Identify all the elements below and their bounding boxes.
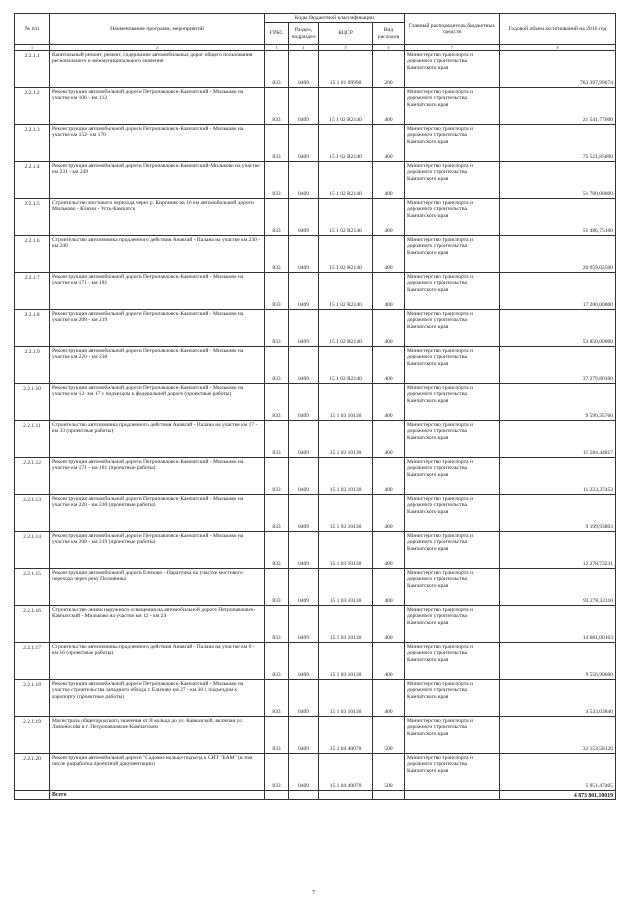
row-grbs: 833 bbox=[265, 125, 289, 162]
row-vid: 400 bbox=[373, 495, 405, 532]
table-row bbox=[15, 754, 616, 791]
row-name: Реконструкция автомобильной дороги Петропавловск-Камчатский - Мильково на участке км 220 - км 230 (проектные работы) bbox=[50, 495, 265, 532]
row-ksr: 15 1 03 10130 bbox=[319, 458, 373, 495]
row-amount: 17 200,00000 bbox=[500, 273, 616, 310]
row-amount: 9 199,93803 bbox=[500, 495, 616, 532]
row-razdel: 0409 bbox=[289, 384, 319, 421]
table-row bbox=[15, 88, 616, 125]
row-number: 2.2.1.17 bbox=[15, 643, 50, 680]
row-razdel: 0409 bbox=[289, 643, 319, 680]
row-distributor: Министерство транспорта и дорожного строительства Камчатского края bbox=[405, 532, 500, 569]
row-name: Строительство автозимника продленного действия Анавгай - Палана на участке км 17 - км 33 (проектные работы) bbox=[50, 421, 265, 458]
row-amount: 51 486,75100 bbox=[500, 199, 616, 236]
row-ksr: 15 1 03 10130 bbox=[319, 606, 373, 643]
row-amount: 763 397,99674 bbox=[500, 51, 616, 88]
row-number: 2.2.1.6 bbox=[15, 236, 50, 273]
row-distributor: Министерство транспорта и дорожного строительства Камчатского края bbox=[405, 51, 500, 88]
row-number: 2.2.1.4 bbox=[15, 162, 50, 199]
table-row bbox=[15, 310, 616, 347]
row-razdel: 0409 bbox=[289, 51, 319, 88]
row-distributor: Министерство транспорта и дорожного строительства Камчатского края bbox=[405, 754, 500, 791]
row-razdel: 0409 bbox=[289, 532, 319, 569]
row-amount: 20 059,02500 bbox=[500, 236, 616, 273]
row-grbs: 833 bbox=[265, 754, 289, 791]
total-label: Всего bbox=[50, 791, 265, 800]
row-amount: 93 278,32110 bbox=[500, 569, 616, 606]
row-amount: 9 596,35760 bbox=[500, 384, 616, 421]
table-row bbox=[15, 606, 616, 643]
row-grbs: 833 bbox=[265, 51, 289, 88]
row-grbs: 833 bbox=[265, 88, 289, 125]
row-name: Реконструкция автомобильной дороги Петропавловск-Камчатский - Мильково на участке км 171 - км 181 bbox=[50, 273, 265, 310]
row-number: 2.2.1.14 bbox=[15, 532, 50, 569]
row-grbs: 833 bbox=[265, 162, 289, 199]
row-grbs: 833 bbox=[265, 384, 289, 421]
header-grbs: ГРБС bbox=[265, 23, 289, 45]
column-index: 6 bbox=[373, 45, 405, 51]
row-distributor: Министерство транспорта и дорожного строительства Камчатского края bbox=[405, 495, 500, 532]
table-body bbox=[15, 51, 616, 791]
row-number: 2.2.1.5 bbox=[15, 199, 50, 236]
row-razdel: 0409 bbox=[289, 421, 319, 458]
row-ksr: 15 1 02 R2140 bbox=[319, 236, 373, 273]
total-amount: 4 873 801,10019 bbox=[500, 791, 616, 800]
row-ksr: 15 1 02 R2140 bbox=[319, 88, 373, 125]
row-distributor: Министерство транспорта и дорожного строительства Камчатского края bbox=[405, 273, 500, 310]
column-index: 5 bbox=[319, 45, 373, 51]
table-row bbox=[15, 569, 616, 606]
header-razdel: Раздел, подраздел bbox=[289, 23, 319, 45]
total-empty-cell bbox=[289, 791, 319, 800]
row-number: 2.2.1.15 bbox=[15, 569, 50, 606]
row-grbs: 833 bbox=[265, 495, 289, 532]
row-name: Реконструкция автомобильной дороги Петропавловск-Камчатский - Мильково на участке км 171 - км 181 (проектные работы) bbox=[50, 458, 265, 495]
row-amount: 75 521,85800 bbox=[500, 125, 616, 162]
row-vid: 400 bbox=[373, 643, 405, 680]
row-vid: 400 bbox=[373, 88, 405, 125]
row-number: 2.2.1.7 bbox=[15, 273, 50, 310]
row-ksr: 15 1 03 10130 bbox=[319, 532, 373, 569]
column-index: 2 bbox=[50, 45, 265, 51]
row-vid: 500 bbox=[373, 717, 405, 754]
header-amount: Годовой объем ассигнований на 2016 год bbox=[500, 14, 616, 45]
row-ksr: 15 1 02 R2140 bbox=[319, 310, 373, 347]
row-distributor: Министерство транспорта и дорожного строительства Камчатского края bbox=[405, 236, 500, 273]
row-amount: 51 700,00000 bbox=[500, 162, 616, 199]
row-amount: 12 378,73231 bbox=[500, 532, 616, 569]
column-index: 3 bbox=[265, 45, 289, 51]
table-header bbox=[15, 14, 616, 51]
row-number: 2.2.1.9 bbox=[15, 347, 50, 384]
row-distributor: Министерство транспорта и дорожного строительства Камчатского края bbox=[405, 310, 500, 347]
row-distributor: Министерство транспорта и дорожного строительства Камчатского края bbox=[405, 125, 500, 162]
row-vid: 400 bbox=[373, 680, 405, 717]
row-ksr: 15 1 03 10130 bbox=[319, 569, 373, 606]
row-vid: 400 bbox=[373, 606, 405, 643]
row-name: Реконструкция автомобильной дороги "Садовое кольцо-подъезд к СНТ "БАМ" (в том числе разработка проектной документации) bbox=[50, 754, 265, 791]
row-amount: 11 223,37453 bbox=[500, 458, 616, 495]
table-row bbox=[15, 458, 616, 495]
row-grbs: 833 bbox=[265, 717, 289, 754]
row-razdel: 0409 bbox=[289, 680, 319, 717]
row-distributor: Министерство транспорта и дорожного строительства Камчатского края bbox=[405, 569, 500, 606]
row-ksr: 15 1 02 R2140 bbox=[319, 125, 373, 162]
row-razdel: 0409 bbox=[289, 162, 319, 199]
row-number: 2.2.1.2 bbox=[15, 88, 50, 125]
row-vid: 400 bbox=[373, 199, 405, 236]
row-ksr: 15 1 02 R2140 bbox=[319, 273, 373, 310]
row-ksr: 15 1 04 40070 bbox=[319, 754, 373, 791]
row-name: Реконструкция автомобильной дороги Петропавловск-Камчатский - Мильково на участке км 106 - км 112 bbox=[50, 88, 265, 125]
column-index: 4 bbox=[289, 45, 319, 51]
budget-allocation-table bbox=[14, 13, 616, 800]
row-vid: 400 bbox=[373, 162, 405, 199]
row-vid: 400 bbox=[373, 310, 405, 347]
row-distributor: Министерство транспорта и дорожного строительства Камчатского края bbox=[405, 347, 500, 384]
column-index: 1 bbox=[15, 45, 50, 51]
row-distributor: Министерство транспорта и дорожного строительства Камчатского края bbox=[405, 88, 500, 125]
row-name: Строительство линии наружного освещения на автомобильной дороге Петропавловск-Камчатский - Мильково на участке км 12 - км 24 bbox=[50, 606, 265, 643]
row-name: Реконструкция автомобильной дороги Петропавловск-Камчатский - Мильково на участке км 208 - км 219 (проектные работы) bbox=[50, 532, 265, 569]
row-grbs: 833 bbox=[265, 680, 289, 717]
row-number: 2.2.1.11 bbox=[15, 421, 50, 458]
row-amount: 4 533,03840 bbox=[500, 680, 616, 717]
table-row bbox=[15, 717, 616, 754]
row-grbs: 833 bbox=[265, 236, 289, 273]
header-num: № п/п bbox=[15, 14, 50, 45]
row-name: Реконструкция автомобильной дороги Елизово - Паратунка на участке мостового перехода через реку Половинка bbox=[50, 569, 265, 606]
row-amount: 32 153,58126 bbox=[500, 717, 616, 754]
row-grbs: 833 bbox=[265, 273, 289, 310]
table-row bbox=[15, 162, 616, 199]
table-row bbox=[15, 236, 616, 273]
row-grbs: 833 bbox=[265, 643, 289, 680]
row-name: Реконструкция автомобильной дороги Петропавловск-Камчатский - Мильково на участке км 208 - км 219 bbox=[50, 310, 265, 347]
total-empty-cell bbox=[265, 791, 289, 800]
row-name: Строительство автозимника продленного действия Анавгай - Палана на участке км 230 - км 240 bbox=[50, 236, 265, 273]
table-row bbox=[15, 51, 616, 88]
row-vid: 400 bbox=[373, 421, 405, 458]
row-grbs: 833 bbox=[265, 458, 289, 495]
row-amount: 5 951,47405 bbox=[500, 754, 616, 791]
row-number: 2.2.1.18 bbox=[15, 680, 50, 717]
table-row bbox=[15, 347, 616, 384]
row-razdel: 0409 bbox=[289, 273, 319, 310]
table-row bbox=[15, 273, 616, 310]
row-number: 2.2.1.1 bbox=[15, 51, 50, 88]
row-number: 2.2.1.3 bbox=[15, 125, 50, 162]
row-distributor: Министерство транспорта и дорожного строительства Камчатского края bbox=[405, 717, 500, 754]
row-grbs: 833 bbox=[265, 421, 289, 458]
header-vid: Вид расходов bbox=[373, 23, 405, 45]
table-row bbox=[15, 680, 616, 717]
row-razdel: 0409 bbox=[289, 88, 319, 125]
row-ksr: 15 1 02 R2140 bbox=[319, 347, 373, 384]
row-number: 2.2.1.16 bbox=[15, 606, 50, 643]
row-razdel: 0409 bbox=[289, 125, 319, 162]
row-razdel: 0409 bbox=[289, 754, 319, 791]
row-razdel: 0409 bbox=[289, 310, 319, 347]
total-empty-cell bbox=[319, 791, 373, 800]
row-vid: 400 bbox=[373, 347, 405, 384]
row-ksr: 15 1 03 10130 bbox=[319, 643, 373, 680]
row-razdel: 0409 bbox=[289, 606, 319, 643]
row-name: Капитальный ремонт, ремонт, содержание автомобильных дорог общего пользования регионального и межмуниципального значения bbox=[50, 51, 265, 88]
table-row bbox=[15, 125, 616, 162]
row-distributor: Министерство транспорта и дорожного строительства Камчатского края bbox=[405, 199, 500, 236]
column-index: 7 bbox=[405, 45, 500, 51]
row-grbs: 833 bbox=[265, 310, 289, 347]
row-distributor: Министерство транспорта и дорожного строительства Камчатского края bbox=[405, 606, 500, 643]
row-distributor: Министерство транспорта и дорожного строительства Камчатского края bbox=[405, 680, 500, 717]
row-name: Магистраль общегородского значения от II кольца до ул. Кавказской, включая ул. Ломоносова в г. Петропавловске-Камчатском bbox=[50, 717, 265, 754]
header-codes-group: Коды бюджетной классификации bbox=[265, 14, 405, 23]
table-row bbox=[15, 384, 616, 421]
row-ksr: 15 1 03 10130 bbox=[319, 384, 373, 421]
row-distributor: Министерство транспорта и дорожного строительства Камчатского края bbox=[405, 458, 500, 495]
row-ksr: 15 1 02 R2140 bbox=[319, 199, 373, 236]
row-amount: 14 681,00103 bbox=[500, 606, 616, 643]
row-number: 2.2.1.13 bbox=[15, 495, 50, 532]
row-number: 2.2.1.10 bbox=[15, 384, 50, 421]
row-grbs: 833 bbox=[265, 532, 289, 569]
row-ksr: 15 1 01 09990 bbox=[319, 51, 373, 88]
row-ksr: 15 1 03 10130 bbox=[319, 680, 373, 717]
total-empty-cell bbox=[373, 791, 405, 800]
row-amount: 21 541,77000 bbox=[500, 88, 616, 125]
table-row bbox=[15, 532, 616, 569]
budget-table-sheet bbox=[14, 13, 615, 800]
row-vid: 400 bbox=[373, 236, 405, 273]
row-vid: 500 bbox=[373, 754, 405, 791]
table-row bbox=[15, 421, 616, 458]
row-grbs: 833 bbox=[265, 199, 289, 236]
row-name: Реконструкция автомобильной дороги Петропавловск-Камчатский - Мильково на участке км 220 - км 230 bbox=[50, 347, 265, 384]
row-ksr: 15 1 03 10130 bbox=[319, 421, 373, 458]
row-vid: 400 bbox=[373, 458, 405, 495]
row-razdel: 0409 bbox=[289, 458, 319, 495]
row-vid: 400 bbox=[373, 273, 405, 310]
row-number: 2.2.1.20 bbox=[15, 754, 50, 791]
table-row bbox=[15, 643, 616, 680]
row-name: Строительство мостового перехода через р. Кирганик на 16 км автомобильной дороги Мильково - Ключи - Усть-Камчатск bbox=[50, 199, 265, 236]
row-razdel: 0409 bbox=[289, 717, 319, 754]
column-index: 8 bbox=[500, 45, 616, 51]
row-razdel: 0409 bbox=[289, 495, 319, 532]
header-name: Наименование программ, мероприятий bbox=[50, 14, 265, 45]
row-amount: 11 584,44817 bbox=[500, 421, 616, 458]
row-ksr: 15 1 03 10130 bbox=[319, 495, 373, 532]
row-number: 2.2.1.19 bbox=[15, 717, 50, 754]
table-row bbox=[15, 495, 616, 532]
row-distributor: Министерство транспорта и дорожного строительства Камчатского края bbox=[405, 643, 500, 680]
row-name: Реконструкция автомобильной дороги Петропавловск-Камчатский - Мильково на участке км 12- км 17 с подъездом к федеральной дороге (проектные работы) bbox=[50, 384, 265, 421]
row-amount: 53 850,00000 bbox=[500, 310, 616, 347]
total-empty-cell bbox=[405, 791, 500, 800]
table-row bbox=[15, 199, 616, 236]
row-name: Реконструкция автомобильной дороги Петропавловск-Камчатский - Мильково на участке строительства западного обхода г. Елизово км 27 - км 30 с подъездом к аэропорту (проектные работы) bbox=[50, 680, 265, 717]
header-distributor: Главный распорядитель бюджетных средств bbox=[405, 14, 500, 45]
row-name: Реконструкция автомобильной дороги Петропавловск-Камчатский - Мильково на участке км 152- км 170 bbox=[50, 125, 265, 162]
row-distributor: Министерство транспорта и дорожного строительства Камчатского края bbox=[405, 162, 500, 199]
row-amount: 37 279,80100 bbox=[500, 347, 616, 384]
total-num bbox=[15, 791, 50, 800]
header-ksr: КЦСР bbox=[319, 23, 373, 45]
row-razdel: 0409 bbox=[289, 569, 319, 606]
row-razdel: 0409 bbox=[289, 347, 319, 384]
row-name: Строительство автозимника продленного действия Анавгай - Палана на участке км 0 - км 16 (проектные работы) bbox=[50, 643, 265, 680]
page-number: 7 bbox=[312, 890, 315, 896]
row-number: 2.2.1.12 bbox=[15, 458, 50, 495]
row-distributor: Министерство транспорта и дорожного строительства Камчатского края bbox=[405, 384, 500, 421]
row-vid: 200 bbox=[373, 51, 405, 88]
row-distributor: Министерство транспорта и дорожного строительства Камчатского края bbox=[405, 421, 500, 458]
row-number: 2.2.1.8 bbox=[15, 310, 50, 347]
row-razdel: 0409 bbox=[289, 236, 319, 273]
row-grbs: 833 bbox=[265, 606, 289, 643]
row-amount: 9 556,90600 bbox=[500, 643, 616, 680]
row-vid: 400 bbox=[373, 532, 405, 569]
row-grbs: 833 bbox=[265, 569, 289, 606]
row-name: Реконструкция автомобильной дороги Петропавловск-Камчатский-Мильково на участке км 231 - км 249 bbox=[50, 162, 265, 199]
row-ksr: 15 1 04 40070 bbox=[319, 717, 373, 754]
row-vid: 400 bbox=[373, 125, 405, 162]
row-ksr: 15 1 02 R2140 bbox=[319, 162, 373, 199]
row-vid: 400 bbox=[373, 569, 405, 606]
total-row bbox=[15, 791, 616, 800]
row-razdel: 0409 bbox=[289, 199, 319, 236]
row-vid: 400 bbox=[373, 384, 405, 421]
row-grbs: 833 bbox=[265, 347, 289, 384]
